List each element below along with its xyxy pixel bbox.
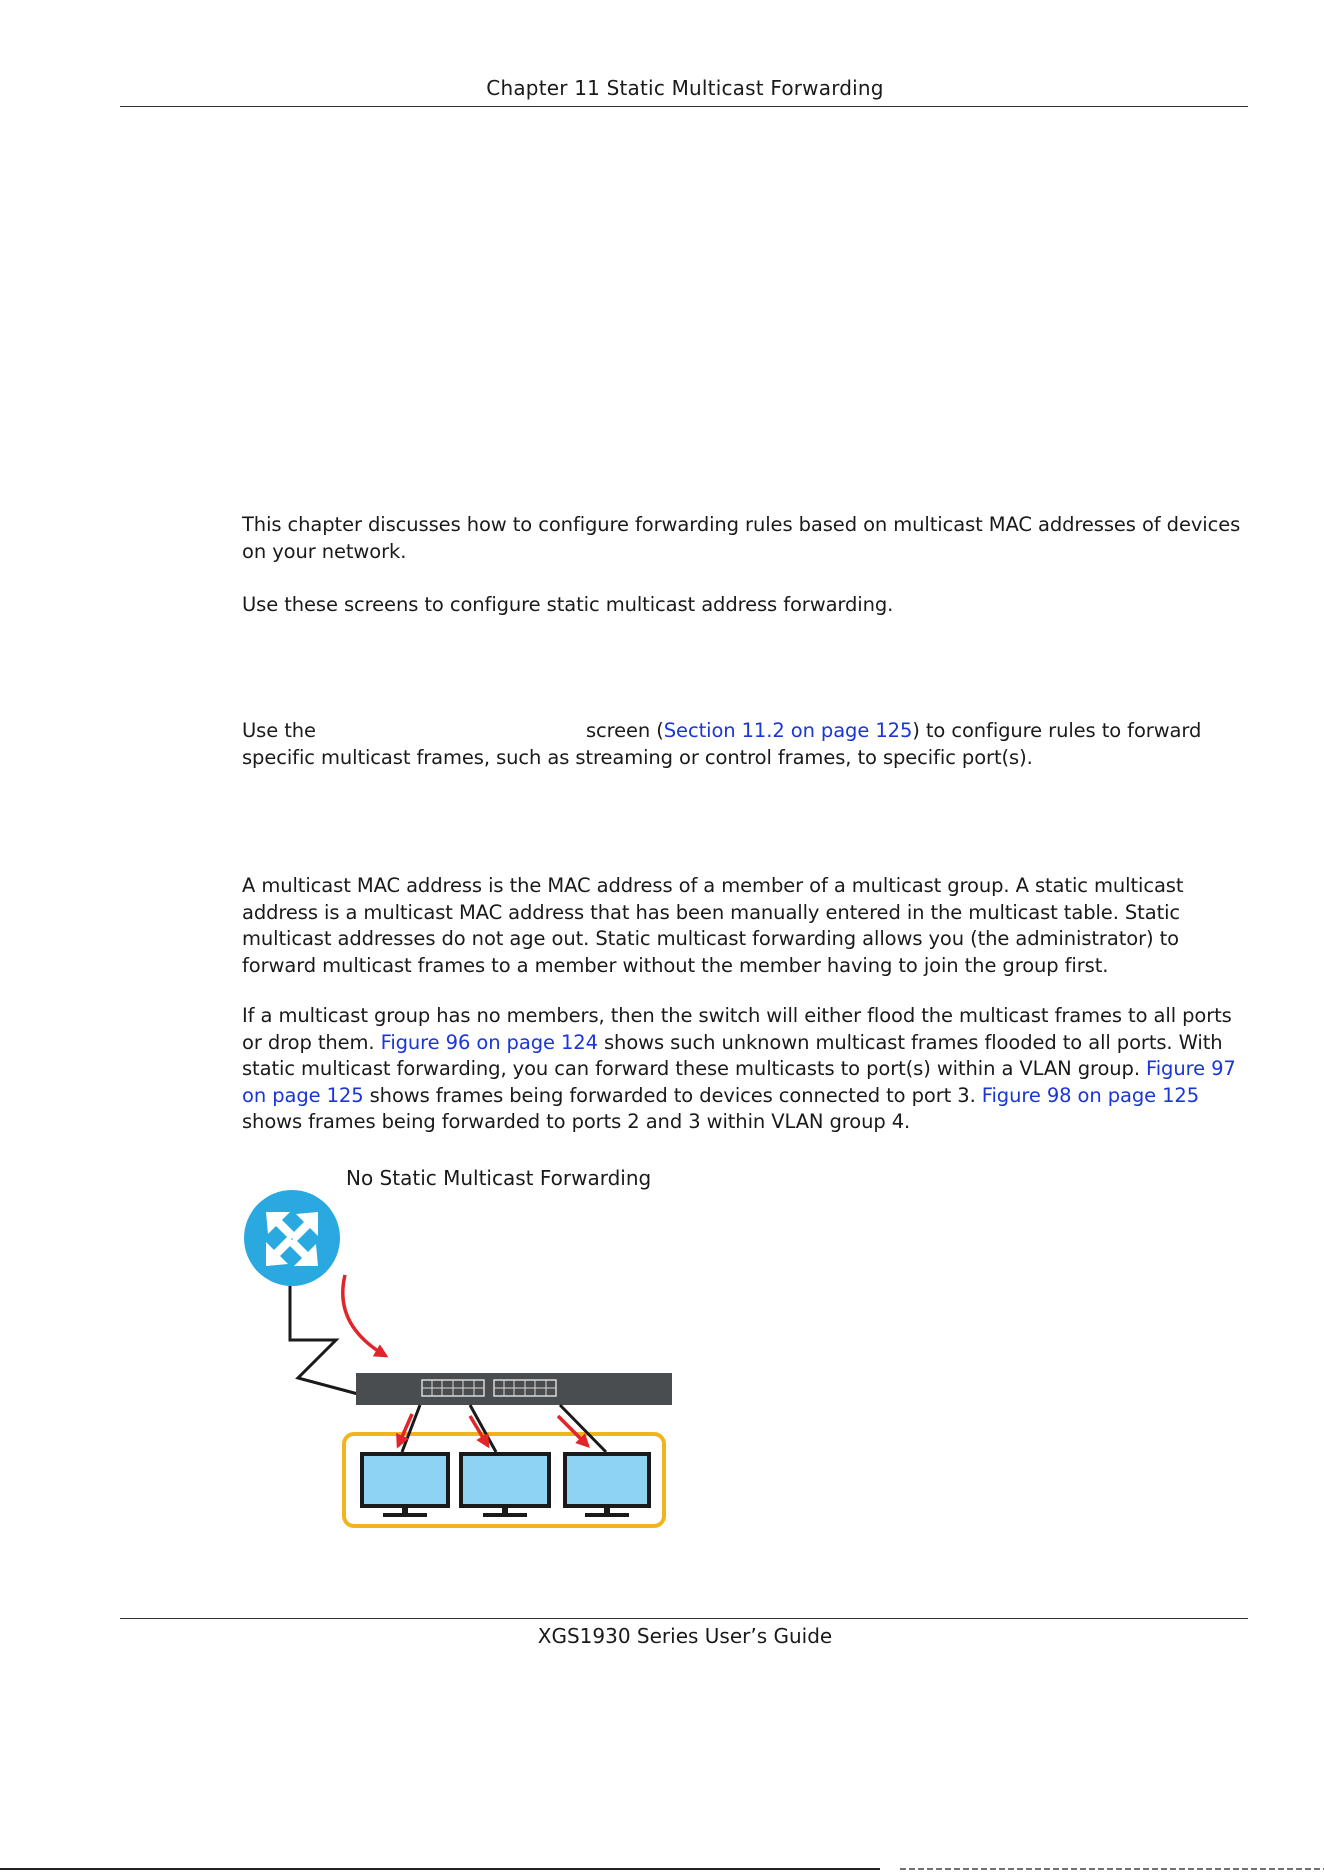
switch-icon xyxy=(356,1373,672,1405)
wcd-prefix: Use the xyxy=(242,719,316,742)
ov2-b: shows such unknown multicast frames flooded to all ports. With static multicast forwarding, you can forward these multicasts to port(s) within a VLAN group. xyxy=(242,1030,1223,1080)
cable-2 xyxy=(470,1405,496,1452)
multicast-arrow-icon xyxy=(343,1275,386,1356)
page-header-title: Chapter 11 Static Multicast Forwarding xyxy=(486,76,884,100)
overview-text-1: A multicast MAC address is the MAC address of a member of a multicast group. A static multicast address is a multicast MAC address that has been manually entered in the multicast table. Static multicast addresses do not age out. Static multicast forwarding allows you (the administrator) to forward multicast frames to a member without the member having to join the group first. xyxy=(242,874,1184,977)
intro-text-1: This chapter discusses how to configure forwarding rules based on multicast MAC addresses of devices on your network. xyxy=(242,513,1241,563)
wcd-suffix: ) to configure rules to forward specific multicast frames, such as streaming or control frames, to specific port(s). xyxy=(242,719,1202,769)
page-footer-title: XGS1930 Series User’s Guide xyxy=(537,1624,833,1648)
monitor-2-icon xyxy=(459,1452,551,1517)
cable-3 xyxy=(560,1405,606,1452)
intro-text-2: Use these screens to configure static multicast address forwarding. xyxy=(242,593,894,616)
figure-98-link[interactable]: Figure 98 on page 125 xyxy=(981,1083,1200,1107)
monitor-3-icon xyxy=(563,1452,651,1517)
figure-title: No Static Multicast Forwarding xyxy=(346,1166,652,1190)
router-icon xyxy=(244,1190,340,1286)
figure-96-link[interactable]: Figure 96 on page 124 xyxy=(380,1030,598,1054)
scan-edge xyxy=(0,1866,1324,1872)
monitor-1-icon xyxy=(360,1452,450,1517)
figure-97-link[interactable]: Figure 97 on page 125 xyxy=(242,1057,1236,1107)
ov2-c: shows frames being forwarded to devices connected to port 3. xyxy=(369,1083,976,1107)
ov2-d: shows frames being forwarded to ports 2 and 3 within VLAN group 4. xyxy=(242,1110,911,1133)
footer-rule xyxy=(120,1618,1248,1619)
section-link[interactable]: Section 11.2 on page 125 xyxy=(663,719,913,742)
wcd-middle: screen ( xyxy=(585,719,664,742)
router-cable xyxy=(290,1286,358,1394)
ov2-a: If a multicast group has no members, then the switch will either flood the multicast frames to all ports or drop them. xyxy=(242,1004,1232,1054)
